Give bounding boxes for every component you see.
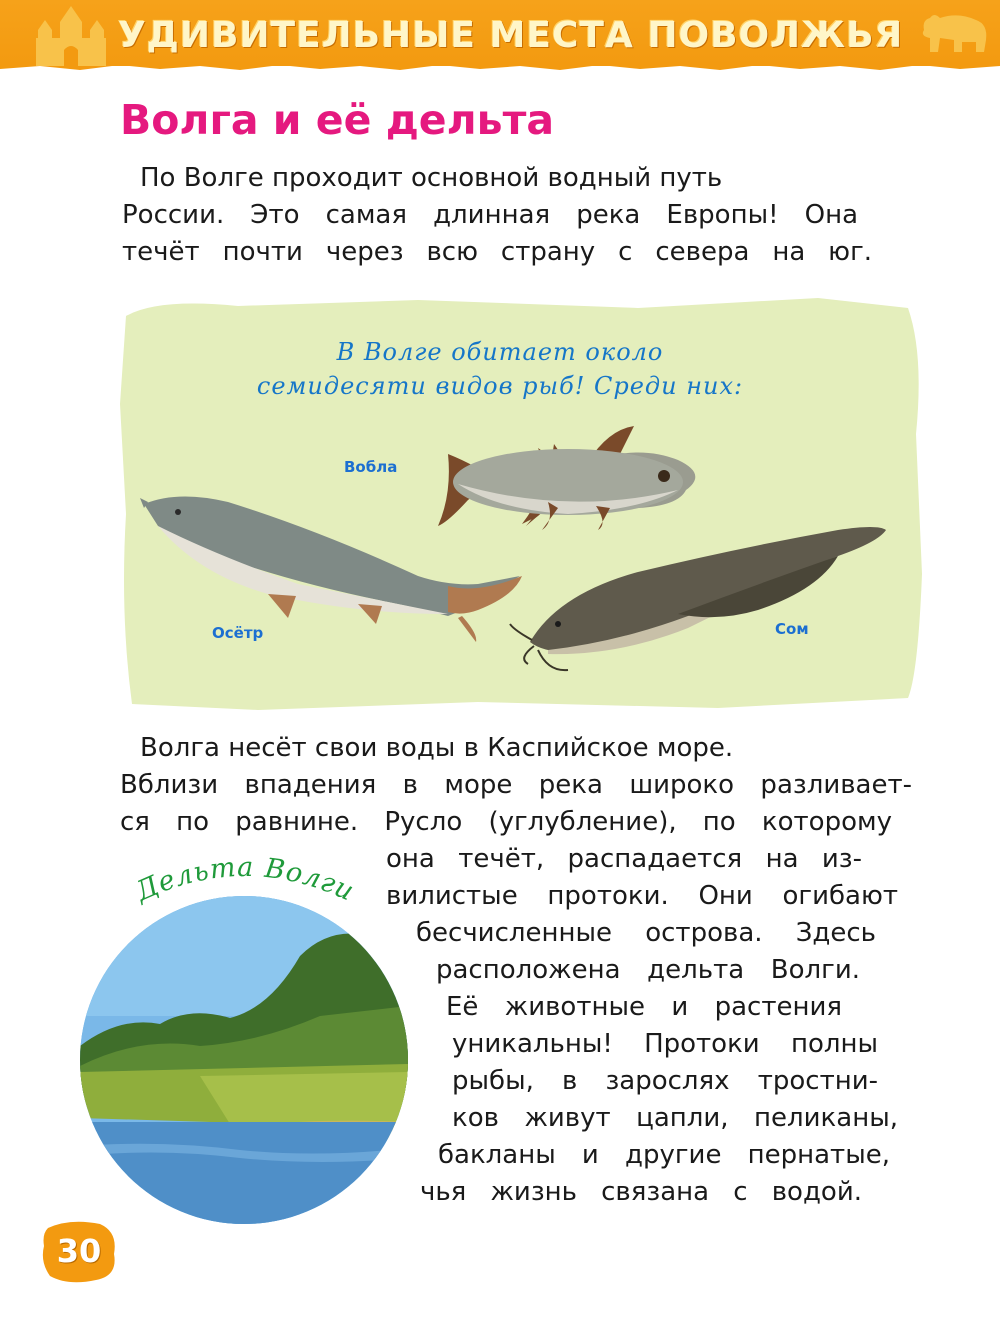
intro-line: По Волге проходит основной водный путь — [140, 163, 723, 193]
fish-caption-line: семидесяти видов рыб! Среди них: — [256, 372, 744, 400]
fish-label-vobla: Вобла — [344, 458, 398, 476]
vobla-fish — [438, 426, 695, 530]
fish-label-sturgeon: Осётр — [212, 624, 264, 642]
delta-line: расположена дельта Волги. — [436, 955, 860, 985]
delta-line: Её животные и растения — [446, 992, 842, 1022]
svg-text:Дельта Волги: Дельта Волги — [131, 851, 360, 908]
delta-line: уникальны! Протоки полны — [452, 1029, 878, 1059]
delta-line: ся по равнине. Русло (углубление), по которому — [120, 807, 892, 837]
section-title: Волга и её дельта — [120, 96, 555, 144]
delta-line: Вблизи впадения в море река широко разливает- — [120, 770, 912, 800]
delta-line: вилистые протоки. Они огибают — [386, 881, 898, 911]
delta-line: чья жизнь связана с водой. — [420, 1177, 862, 1207]
bear-icon — [918, 10, 990, 54]
header-torn-edge — [0, 62, 1000, 72]
intro-line: течёт почти через всю страну с севера на юг. — [122, 237, 872, 267]
delta-line: ков живут цапли, пеликаны, — [452, 1103, 898, 1133]
catfish-fish — [510, 527, 886, 670]
delta-line: рыбы, в зарослях тростни- — [452, 1066, 878, 1096]
header-title: УДИВИТЕЛЬНЫЕ МЕСТА ПОВОЛЖЬЯ — [118, 15, 904, 56]
delta-line: бакланы и другие пернатые, — [438, 1140, 890, 1170]
intro-line: России. Это самая длинная река Европы! Она — [122, 200, 858, 230]
fish-label-catfish: Сом — [775, 620, 809, 638]
delta-line: она течёт, распадается на из- — [386, 844, 862, 874]
delta-line: Волга несёт свои воды в Каспийское море. — [140, 733, 734, 763]
kremlin-icon — [32, 4, 110, 66]
page-number: 30 — [56, 1232, 102, 1270]
sturgeon-fish — [140, 496, 522, 642]
delta-line: бесчисленные острова. Здесь — [416, 918, 876, 948]
fish-caption-line: В Волге обитает около — [336, 338, 664, 366]
fish-illustrations — [118, 294, 924, 712]
volga-delta-photo — [80, 896, 408, 1224]
